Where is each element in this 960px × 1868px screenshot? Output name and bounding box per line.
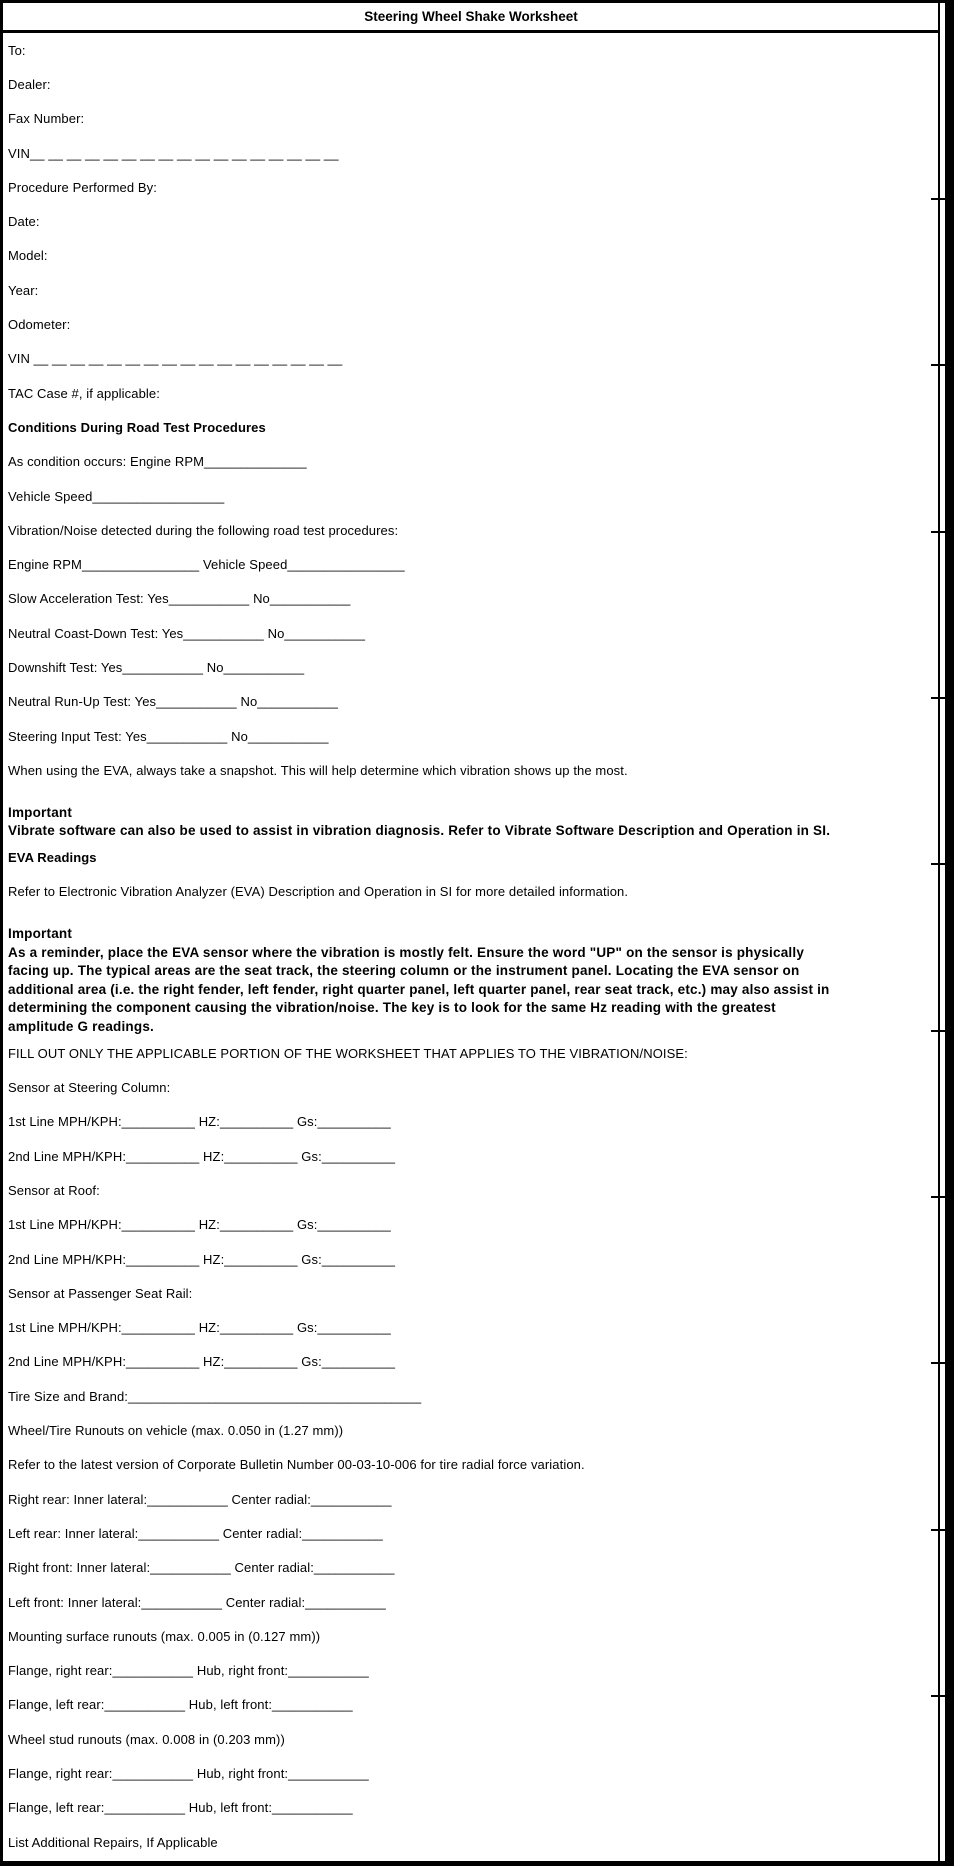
note-line: additional area (i.e. the right fender, left fender, right quarter panel, left quarter panel, rear seat track, etc.) may also assist in [8,981,830,997]
note-line: As a reminder, place the EVA sensor where the vibration is mostly felt. Ensure the word "UP" on the sensor is physically [8,944,805,960]
form-line: 1st Line MPH/KPH:__________ HZ:__________ Gs:__________ [8,1217,391,1233]
row-tick [931,1529,945,1531]
note-line: determining the component causing the vibration/noise. The key is to look for the same Hz reading with the greatest [8,1000,776,1016]
form-line: Left front: Inner lateral:___________ Center radial:___________ [8,1594,386,1610]
form-line: Wheel stud runouts (max. 0.008 in (0.203 mm)) [8,1731,285,1747]
note-line: amplitude G readings. [8,1018,154,1034]
form-line: Vibration/Noise detected during the following road test procedures: [8,522,399,538]
row-tick [931,198,945,200]
form-line: Fax Number: [8,111,85,127]
form-line: Year: [8,282,39,298]
form-line: Sensor at Steering Column: [8,1080,171,1096]
page-title: Steering Wheel Shake Worksheet [3,3,939,33]
form-line: Refer to the latest version of Corporate Bulletin Number 00-03-10-006 for tire radial force variation. [8,1457,585,1473]
form-line: Left rear: Inner lateral:___________ Center radial:___________ [8,1525,383,1541]
form-line: Slow Acceleration Test: Yes___________ No___________ [8,591,351,607]
form-line: Engine RPM________________ Vehicle Speed________________ [8,557,405,573]
row-tick [931,531,945,533]
row-tick [931,863,945,865]
row-tick [931,1362,945,1364]
important-note [8,788,945,841]
form-line: Procedure Performed By: [8,179,157,195]
form-line: List Additional Repairs, If Applicable [8,1834,218,1850]
section-heading: EVA Readings [8,850,97,866]
form-line: Dealer: [8,76,51,92]
form-line: 2nd Line MPH/KPH:__________ HZ:__________ Gs:__________ [8,1354,396,1370]
form-line: Odometer: [8,317,71,333]
form-line: Date: [8,214,40,230]
form-line: VIN __ __ __ __ __ __ __ __ __ __ __ __ __ __ __ __ __ [8,351,343,367]
note-line: Important [8,804,73,820]
form-line: Neutral Coast-Down Test: Yes___________ No___________ [8,625,366,641]
form-line: Sensor at Roof: [8,1182,100,1198]
form-line: Downshift Test: Yes___________ No___________ [8,659,305,675]
row-tick [931,1030,945,1032]
form-line: Model: [8,248,48,264]
note-line: Important [8,926,73,942]
form-line: Sensor at Passenger Seat Rail: [8,1285,193,1301]
row-tick [931,364,945,366]
form-line: Right front: Inner lateral:___________ Center radial:___________ [8,1560,395,1576]
form-line: 1st Line MPH/KPH:__________ HZ:__________ Gs:__________ [8,1114,391,1130]
form-rows [3,33,945,1859]
form-line: Flange, left rear:___________ Hub, left front:___________ [8,1697,353,1713]
important-note [8,909,945,1036]
form-line: 1st Line MPH/KPH:__________ HZ:__________ Gs:__________ [8,1320,391,1336]
form-line: Tire Size and Brand:________________________________________ [8,1388,422,1404]
row-tick [931,1695,945,1697]
form-line: TAC Case #, if applicable: [8,385,160,401]
form-line: Refer to Electronic Vibration Analyzer (EVA) Description and Operation in SI for more detailed information. [8,884,629,900]
form-line: Flange, right rear:___________ Hub, right front:___________ [8,1663,369,1679]
form-line: FILL OUT ONLY THE APPLICABLE PORTION OF THE WORKSHEET THAT APPLIES TO THE VIBRATION/NOISE: [8,1045,688,1061]
section-heading: Conditions During Road Test Procedures [8,419,266,435]
form-line: Flange, right rear:___________ Hub, right front:___________ [8,1766,369,1781]
form-line: 2nd Line MPH/KPH:__________ HZ:__________ Gs:__________ [8,1251,396,1267]
form-line: When using the EVA, always take a snapshot. This will help determine which vibration shows up the most. [8,762,628,778]
form-line: To: [8,42,26,58]
form-line: Flange, left rear:___________ Hub, left front:___________ [8,1800,353,1816]
row-tick [931,697,945,699]
form-line: VIN__ __ __ __ __ __ __ __ __ __ __ __ __ __ __ __ __ [8,145,339,161]
form-line: Wheel/Tire Runouts on vehicle (max. 0.050 in (1.27 mm)) [8,1423,344,1439]
form-line: Neutral Run-Up Test: Yes___________ No___________ [8,694,338,710]
form-line: Mounting surface runouts (max. 0.005 in (0.127 mm)) [8,1628,321,1644]
form-line: 2nd Line MPH/KPH:__________ HZ:__________ Gs:__________ [8,1148,396,1164]
right-column-rule [938,3,940,1861]
note-line: Vibrate software can also be used to assist in vibration diagnosis. Refer to Vibrate Software Description and Operation in SI. [8,823,831,839]
form-line: As condition occurs: Engine RPM______________ [8,454,307,470]
form-line: Right rear: Inner lateral:___________ Center radial:___________ [8,1491,392,1507]
row-tick [931,1196,945,1198]
form-line: Steering Input Test: Yes___________ No___________ [8,728,329,744]
form-line: Vehicle Speed__________________ [8,488,225,504]
note-line: facing up. The typical areas are the seat track, the steering column or the instrument panel. Locating the EVA sensor on [8,963,800,979]
